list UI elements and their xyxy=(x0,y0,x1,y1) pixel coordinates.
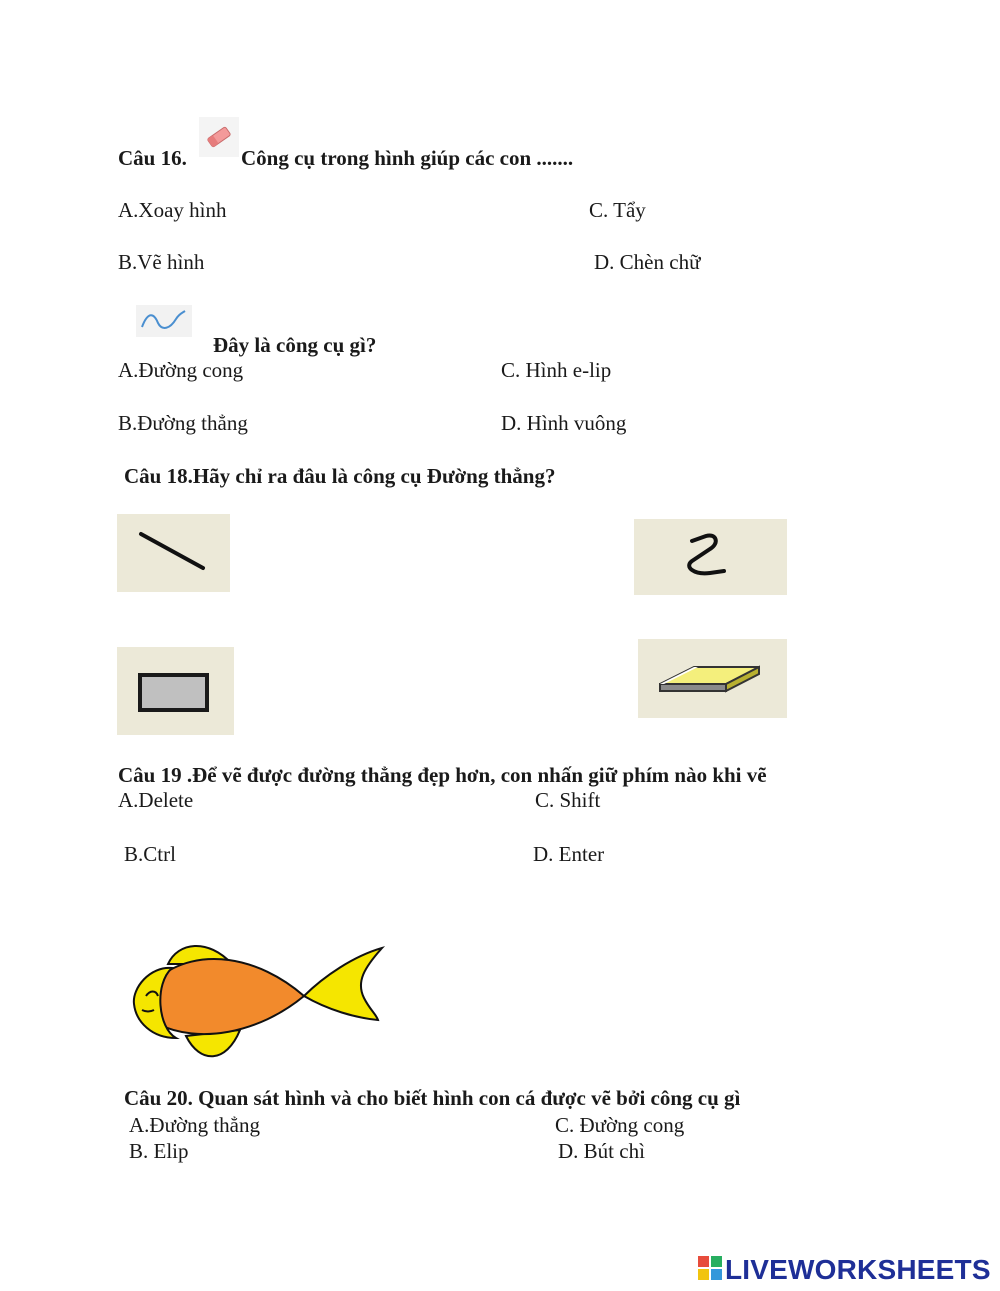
q17-option-d[interactable]: D. Hình vuông xyxy=(501,411,627,435)
q19-option-b[interactable]: B.Ctrl xyxy=(124,842,176,866)
q19-question: Câu 19 .Để vẽ được đường thẳng đẹp hơn, con nhấn giữ phím nào khi vẽ xyxy=(118,763,767,787)
q17-option-c[interactable]: C. Hình e-lip xyxy=(501,358,612,382)
brand-logo[interactable] xyxy=(698,1255,991,1285)
q17-question: Đây là công cụ gì? xyxy=(213,333,377,357)
q19-option-c[interactable]: C. Shift xyxy=(535,788,601,812)
q17-option-a[interactable]: A.Đường cong xyxy=(118,358,244,382)
q16-option-a[interactable]: A.Xoay hình xyxy=(118,198,227,222)
q17-option-b[interactable]: B.Đường thẳng xyxy=(118,411,248,435)
q16-option-b[interactable]: B.Vẽ hình xyxy=(118,250,205,274)
curve-icon xyxy=(136,305,192,337)
q20-question: Câu 20. Quan sát hình và cho biết hình con cá được vẽ bởi công cụ gì xyxy=(124,1086,741,1110)
q16-label: Câu 16. xyxy=(118,146,187,170)
eraser-icon xyxy=(199,117,239,157)
q20-option-b[interactable]: B. Elip xyxy=(129,1139,189,1163)
q19-option-a[interactable]: A.Delete xyxy=(118,788,194,812)
line-tool-icon[interactable] xyxy=(117,514,230,592)
q20-option-a[interactable]: A.Đường thẳng xyxy=(129,1113,260,1137)
q16-option-d[interactable]: D. Chèn chữ xyxy=(594,250,701,274)
eraser-tool-icon[interactable] xyxy=(638,639,787,718)
rectangle-tool-icon[interactable] xyxy=(117,647,234,735)
q20-option-c[interactable]: C. Đường cong xyxy=(555,1113,685,1137)
fish-drawing xyxy=(128,938,390,1070)
liveworksheets-logo-icon xyxy=(698,1256,722,1285)
q18-question: Câu 18.Hãy chỉ ra đâu là công cụ Đường thẳng? xyxy=(124,464,556,488)
brand-name: LIVEWORKSHEETS xyxy=(725,1254,991,1285)
curve-tool-icon[interactable] xyxy=(634,519,787,595)
q16-question: Công cụ trong hình giúp các con ....... xyxy=(241,146,574,170)
q20-option-d[interactable]: D. Bút chì xyxy=(558,1139,645,1163)
q16-option-c[interactable]: C. Tẩy xyxy=(589,198,646,222)
q19-option-d[interactable]: D. Enter xyxy=(533,842,605,866)
